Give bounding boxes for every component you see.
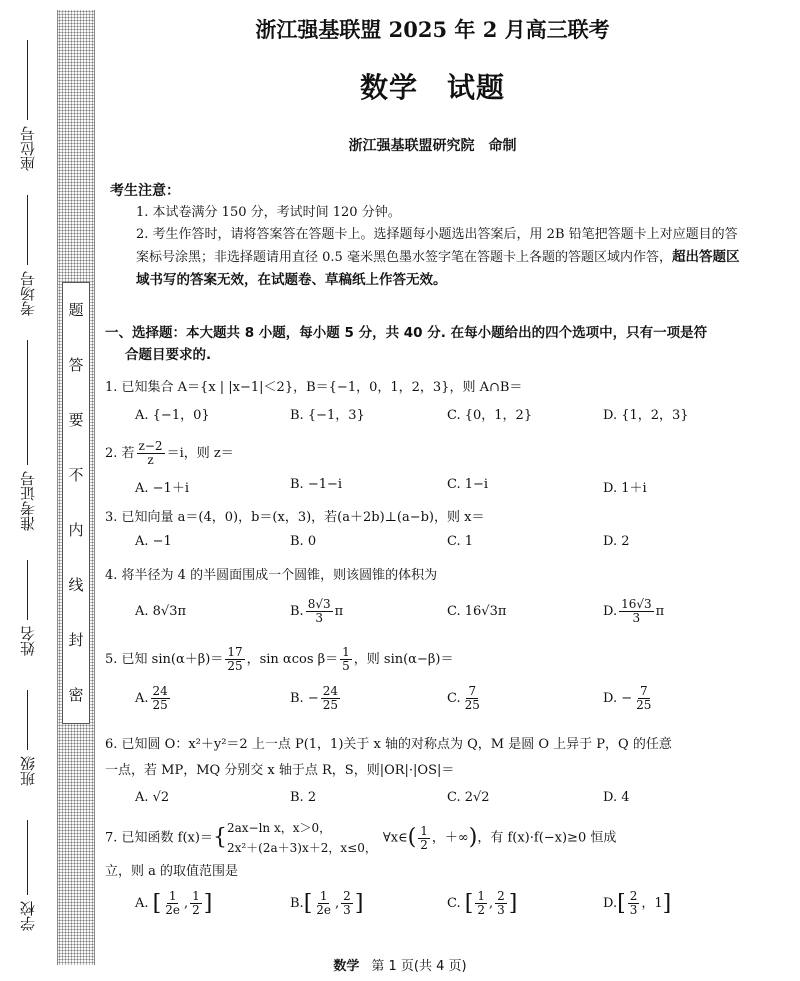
field-name[interactable]: [12, 560, 42, 656]
numerator: 7: [639, 684, 648, 698]
option-a[interactable]: [135, 685, 172, 712]
fraction: [190, 890, 202, 917]
option-label: B.: [290, 604, 304, 619]
question-2: [105, 440, 755, 501]
question-stem: 立，则 a 的取值范围是: [105, 864, 239, 879]
numerator: 1: [192, 889, 200, 903]
seal-char: 要: [68, 411, 84, 429]
stem-text: 7. 已知函数 f(x)＝: [105, 830, 213, 846]
case: 2x²＋(2a＋3)x＋2，x≤0，: [226, 841, 377, 855]
seal-char: 封: [68, 631, 84, 649]
fraction: [634, 685, 653, 712]
option-label: C.: [447, 691, 461, 706]
bracket: [: [617, 891, 626, 916]
field-label: 考场号: [18, 271, 37, 316]
denominator: 3: [343, 903, 351, 917]
question-stem: [105, 818, 755, 858]
bracket: ]: [354, 891, 364, 916]
section-line: 合题目要求的.: [125, 347, 212, 363]
question-7: [105, 818, 755, 924]
option-a[interactable]: A. 8√3π: [135, 604, 187, 619]
option-label: A.: [135, 691, 149, 706]
option-label: A.: [135, 896, 149, 911]
field-label: 座位号: [18, 126, 37, 171]
bracket: [: [464, 891, 474, 916]
option-d[interactable]: D. 2: [603, 534, 630, 549]
numerator: 17: [227, 645, 243, 659]
question-stem: 一点，若 MP，MQ 分别交 x 轴于点 R，S，则|OR|·|OS|＝: [105, 763, 455, 778]
field-class[interactable]: [12, 690, 42, 786]
numerator: z−2: [138, 439, 163, 453]
bracket: ]: [662, 891, 672, 916]
section-line: 一、选择题：本大题共 8 小题，每小题 5 分，共 40 分. 在每小题给出的四个选项中，只有一项是符: [105, 325, 708, 341]
numerator: 7: [468, 684, 477, 698]
option-b[interactable]: B. 0: [290, 534, 317, 549]
field-exam-room[interactable]: [12, 195, 42, 316]
denominator: 2: [477, 903, 485, 917]
question-stem: 1. 已知集合 A＝{x | |x−1|＜2}，B＝{−1，0，1，2，3}，则 A∩B＝: [105, 380, 523, 395]
denominator: 2e: [316, 903, 332, 917]
option-a[interactable]: A. −1: [135, 534, 172, 549]
denominator: 2: [420, 837, 428, 852]
option-c[interactable]: C. 1: [447, 534, 474, 549]
option-suffix: π: [655, 604, 665, 619]
fraction: [619, 598, 654, 625]
brace: {: [212, 825, 227, 850]
denominator: 5: [342, 659, 350, 673]
field-label: 学校: [18, 901, 37, 931]
numerator: 1: [477, 889, 485, 903]
question-5: [105, 646, 755, 717]
paren: (: [407, 825, 417, 850]
numerator: 24: [322, 684, 338, 698]
option-a[interactable]: A. {−1，0}: [135, 408, 210, 423]
page-footer: [0, 955, 800, 974]
case: 2ax−ln x，x＞0，: [226, 821, 332, 835]
seal-char: 密: [68, 686, 84, 704]
fraction: [418, 825, 430, 852]
fraction: [495, 890, 507, 917]
question-stem: [105, 646, 755, 673]
numerator: 1: [319, 889, 328, 903]
option-b[interactable]: B. 2: [290, 790, 317, 805]
seal-char: 答: [68, 356, 84, 374]
denominator: z: [147, 453, 154, 467]
fraction: [163, 890, 182, 917]
question-stem: 3. 已知向量 a＝(4，0)，b＝(x，3)，若(a＋2b)⊥(a−b)，则 x＝: [105, 510, 485, 525]
numerator: 1: [420, 823, 428, 838]
numerator: 1: [168, 889, 177, 903]
fraction: [475, 890, 487, 917]
question-1: [105, 378, 755, 428]
field-admission-ticket[interactable]: [12, 340, 42, 531]
option-b[interactable]: B. {−1，3}: [290, 408, 365, 423]
stem-text: 2. 若: [105, 446, 135, 461]
option-d[interactable]: D. 4: [603, 790, 630, 805]
field-school[interactable]: [12, 820, 42, 931]
notice-item-2-text: 2. 考生作答时，请将答案答在答题卡上。选择题每小题选出答案后，用 2B 铅笔把答题卡上对应题目的答案标号涂黑；非选择题请用直径 0.5 毫米黑色墨水签字笔在答题卡上各题的答题区域内作答，: [136, 227, 738, 265]
option-b[interactable]: B.[ $\frac{1}{2e}$ , $\frac{2}{3}$ ]: [290, 889, 364, 917]
binding-margin: [0, 0, 100, 981]
bracket: ]: [508, 891, 518, 916]
fraction: [151, 685, 170, 712]
option-a[interactable]: A. −1＋i: [135, 481, 189, 496]
candidate-notice: [110, 180, 750, 292]
seal-char: 题: [68, 301, 84, 319]
denominator: 25: [464, 698, 480, 712]
stem-text: 5. 已知 sin(α＋β)＝: [105, 652, 224, 667]
question-stem: 4. 将半径为 4 的半圆面围成一个圆锥，则该圆锥的体积为: [105, 568, 438, 583]
denominator: 25: [636, 698, 652, 712]
option-label: D.: [603, 896, 618, 911]
bracket: ]: [203, 891, 213, 916]
fraction: [340, 646, 352, 673]
numerator: 2: [497, 889, 505, 903]
numerator: 8√3: [307, 597, 331, 611]
option-a[interactable]: A. [ $\frac{1}{2e}$ , $\frac{1}{2}$ ]: [135, 889, 213, 917]
notice-emphasis: 超出答题区域书写的答案无效，在试题卷、草稿纸上作答无效。: [136, 249, 740, 288]
option-c[interactable]: C. 1−i: [447, 477, 489, 492]
denominator: 25: [227, 659, 243, 673]
option-label: B. −: [290, 691, 319, 706]
author-line: 浙江强基联盟研究院 命制: [348, 138, 517, 154]
option-b[interactable]: [290, 685, 342, 712]
option-label: D.: [603, 604, 618, 619]
question-stem: [105, 440, 755, 467]
denominator: 3: [632, 611, 641, 625]
fraction: [321, 685, 340, 712]
fraction: [306, 598, 333, 625]
option-label: B.: [290, 896, 304, 911]
footer-subject: 数学: [333, 959, 360, 974]
seal-char: 内: [68, 521, 84, 539]
option-a[interactable]: A. √2: [135, 790, 170, 805]
numerator: 2: [629, 889, 638, 903]
question-4: [105, 566, 755, 628]
option-c[interactable]: C. [ $\frac{1}{2}$ , $\frac{2}{3}$ ]: [447, 889, 518, 917]
option-suffix: π: [334, 604, 344, 619]
numerator: 2: [343, 889, 351, 903]
field-seat-number[interactable]: [12, 40, 42, 171]
fraction: [341, 890, 353, 917]
numerator: 1: [342, 645, 350, 659]
option-c[interactable]: C. {0，1，2}: [447, 408, 533, 423]
field-label: 准考证号: [18, 471, 37, 531]
denominator: 3: [629, 903, 638, 917]
option-c[interactable]: C. 2√2: [447, 790, 490, 805]
section-1-heading: [105, 322, 755, 366]
bracket: [: [303, 891, 313, 916]
subject-title: 数学 试题: [359, 71, 505, 104]
stem-text: ＝i，则 z＝: [166, 446, 234, 461]
fraction: [137, 440, 165, 467]
fraction: [314, 890, 333, 917]
fraction: [225, 646, 244, 673]
stem-text: ，有 f(x)·f(−x)≥0 恒成: [477, 830, 617, 846]
paren: ): [468, 825, 478, 850]
interval-end: ，1: [641, 896, 663, 911]
footer-page-number: 第 1 页(共 4 页): [371, 959, 467, 974]
piecewise-cases: [227, 818, 377, 858]
option-d[interactable]: [603, 890, 671, 917]
denominator: 2: [192, 903, 200, 917]
numerator: 24: [152, 684, 168, 698]
denominator: 3: [315, 611, 323, 625]
option-label: D. −: [603, 691, 633, 706]
denominator: 3: [497, 903, 505, 917]
option-d[interactable]: D. 1＋i: [603, 481, 647, 496]
denominator: 2e: [165, 903, 181, 917]
field-label: 姓名: [18, 626, 37, 656]
seal-char: 不: [68, 466, 84, 484]
stem-text: ，则 sin(α−β)＝: [353, 652, 454, 667]
seal-char: 线: [68, 576, 84, 594]
stem-text: ∀x∈: [382, 830, 408, 846]
question-stem: 6. 已知圆 O：x²＋y²＝2 上一点 P(1，1)关于 x 轴的对称点为 Q，M 是圆 O 上异于 P，Q 的任意: [105, 737, 672, 752]
notice-item-2: [110, 224, 750, 292]
stem-text: ，＋∞: [431, 830, 469, 846]
option-label: C.: [447, 896, 461, 911]
seal-notice-box: [62, 282, 90, 724]
field-label: 班级: [18, 756, 37, 786]
denominator: 25: [322, 698, 338, 712]
bracket: [: [152, 891, 162, 916]
notice-heading: 考生注意：: [110, 183, 180, 199]
question-6: [105, 732, 755, 814]
option-b[interactable]: [290, 598, 343, 625]
denominator: 25: [152, 698, 168, 712]
question-3: [105, 508, 755, 558]
notice-item-1: 1. 本试卷满分 150 分，考试时间 120 分钟。: [136, 205, 401, 220]
option-c[interactable]: C. 16√3π: [447, 604, 507, 619]
option-d[interactable]: D. {1，2，3}: [603, 408, 689, 423]
option-d[interactable]: [603, 685, 655, 712]
fraction: [628, 890, 640, 917]
fraction: [463, 685, 482, 712]
option-c[interactable]: [447, 685, 484, 712]
option-d[interactable]: [603, 598, 664, 625]
stem-text: ，sin αcos β＝: [246, 652, 339, 667]
numerator: 16√3: [621, 597, 652, 611]
option-b[interactable]: B. −1−i: [290, 477, 343, 492]
exam-title: 浙江强基联盟 2025 年 2 月高三联考: [255, 17, 610, 42]
